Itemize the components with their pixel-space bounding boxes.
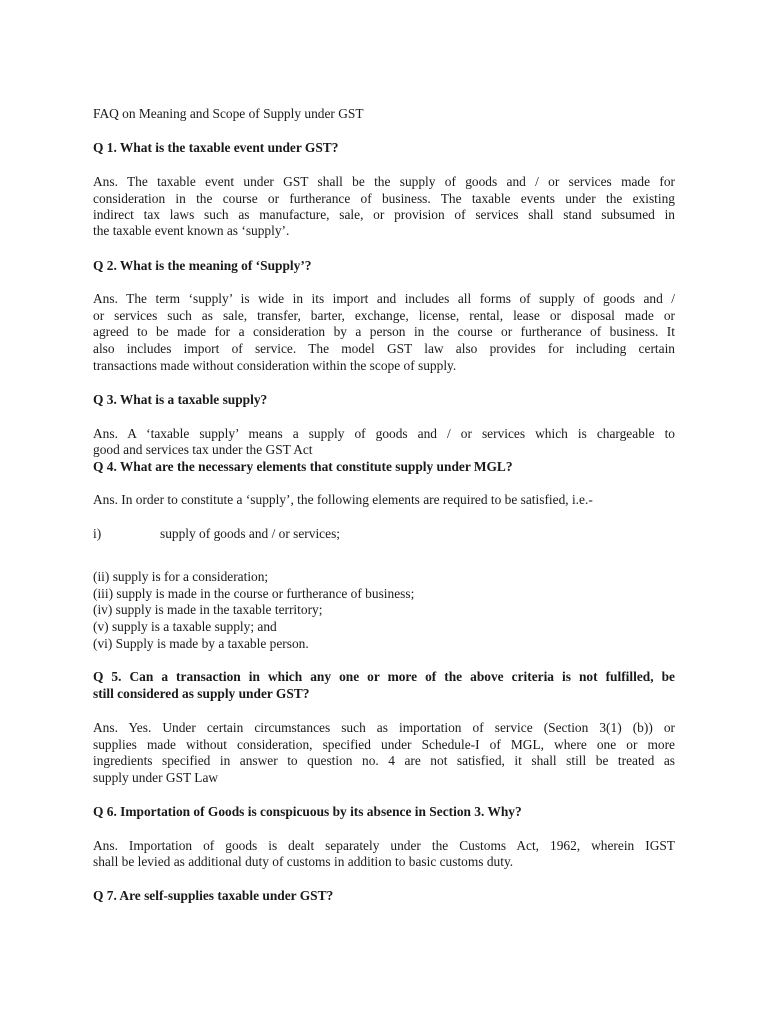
answer-5-line-2: supplies made without consideration, specified under Schedule-I of MGL, where one or more <box>93 737 675 752</box>
answer-2-line-5: transactions made without consideration within the scope of supply. <box>93 358 457 373</box>
question-3: Q 3. What is a taxable supply? <box>93 392 268 407</box>
answer-3-line-2: good and services tax under the GST Act <box>93 442 313 457</box>
list-item-6: (vi) Supply is made by a taxable person. <box>93 636 309 651</box>
list-item-3: (iii) supply is made in the course or furtherance of business; <box>93 586 415 601</box>
question-5-line-2: still considered as supply under GST? <box>93 686 310 701</box>
answer-6-line-1: Ans. Importation of goods is dealt separately under the Customs Act, 1962, wherein IGST <box>93 838 675 853</box>
answer-2-line-3: agreed to be made for a consideration by a person in the course or furtherance of business. It <box>93 324 675 339</box>
answer-4-intro: Ans. In order to constitute a ‘supply’, the following elements are required to be satisfied, i.e.- <box>93 492 593 507</box>
question-6: Q 6. Importation of Goods is conspicuous by its absence in Section 3. Why? <box>93 804 522 819</box>
list-item-1-text: supply of goods and / or services; <box>160 526 341 541</box>
answer-1-line-1: Ans. The taxable event under GST shall be the supply of goods and / or services made for <box>93 174 675 189</box>
list-item-5: (v) supply is a taxable supply; and <box>93 619 277 634</box>
list-item-2: (ii) supply is for a consideration; <box>93 569 269 584</box>
list-item-1-marker: i) <box>93 526 102 541</box>
list-item-4: (iv) supply is made in the taxable territory; <box>93 602 323 617</box>
answer-5-line-3: ingredients specified in answer to question no. 4 are not satisfied, it shall still be treated as <box>93 753 675 768</box>
answer-1-line-4: the taxable event known as ‘supply’. <box>93 223 290 238</box>
question-1: Q 1. What is the taxable event under GST? <box>93 140 339 155</box>
answer-3-line-1: Ans. A ‘taxable supply’ means a supply of goods and / or services which is chargeable to <box>93 426 675 441</box>
answer-6-line-2: shall be levied as additional duty of customs in addition to basic customs duty. <box>93 854 514 869</box>
question-2: Q 2. What is the meaning of ‘Supply’? <box>93 258 312 273</box>
question-5-line-1: Q 5. Can a transaction in which any one or more of the above criteria is not fulfilled, be <box>93 669 675 684</box>
list-item-1 <box>93 525 675 542</box>
answer-2-line-1: Ans. The term ‘supply’ is wide in its import and includes all forms of supply of goods and / <box>93 291 675 306</box>
answer-5-line-1: Ans. Yes. Under certain circumstances such as importation of service (Section 3(1) (b)) or <box>93 720 675 735</box>
answer-2-line-2: or services such as sale, transfer, barter, exchange, license, rental, lease or disposal made or <box>93 308 675 323</box>
question-7: Q 7. Are self-supplies taxable under GST? <box>93 888 334 903</box>
question-4: Q 4. What are the necessary elements that constitute supply under MGL? <box>93 459 513 474</box>
answer-5-line-4: supply under GST Law <box>93 770 219 785</box>
answer-1-line-2: consideration in the course or furtherance of business. The taxable events under the existing <box>93 191 675 206</box>
document-title: FAQ on Meaning and Scope of Supply under GST <box>93 106 364 121</box>
answer-2-line-4: also includes import of service. The model GST law also provides for including certain <box>93 341 675 356</box>
answer-1-line-3: indirect tax laws such as manufacture, sale, or provision of services shall stand subsumed in <box>93 207 675 222</box>
